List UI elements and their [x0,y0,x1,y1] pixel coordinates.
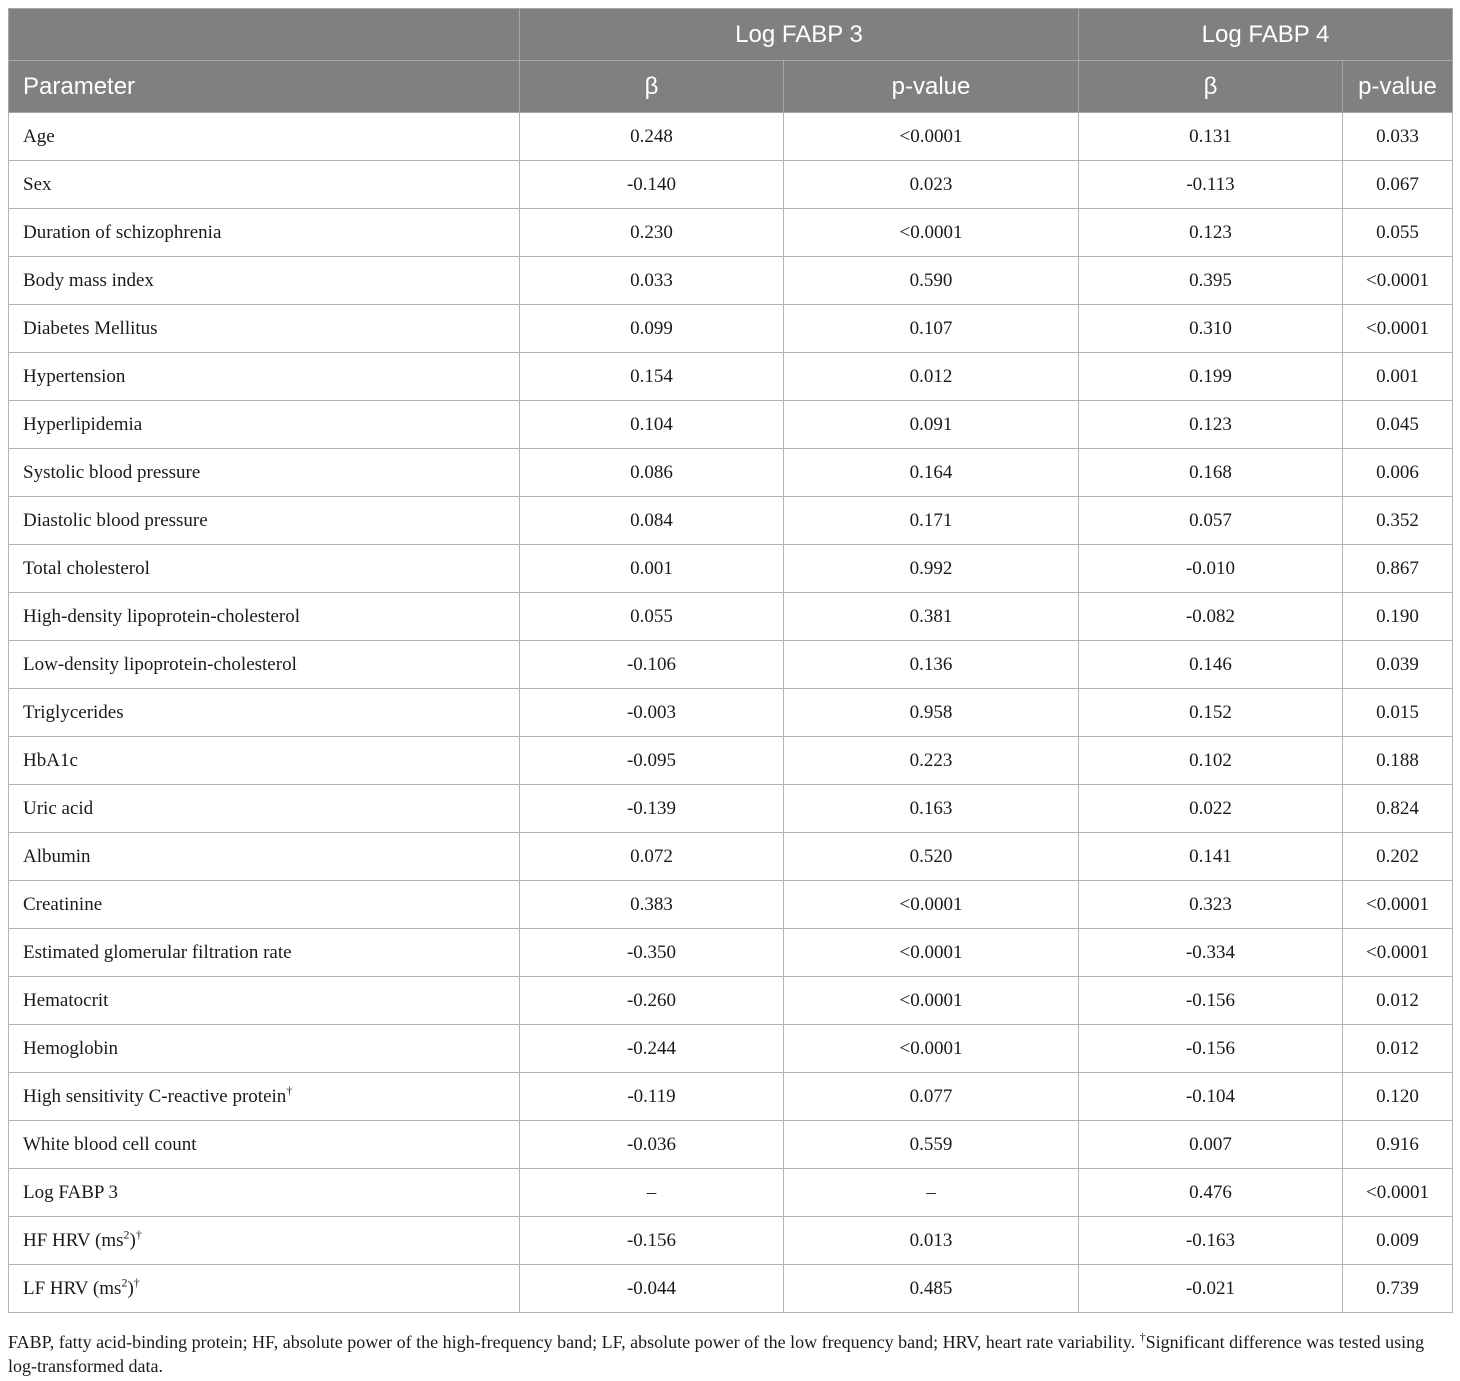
table-row [9,785,1453,833]
fabp4-beta-cell: 0.152 [1079,689,1343,737]
fabp3-pvalue-cell: 0.013 [784,1217,1079,1265]
fabp4-beta-cell: -0.010 [1079,545,1343,593]
group-header-empty [9,9,520,61]
fabp3-pvalue-cell: <0.0001 [784,209,1079,257]
fabp4-pvalue-cell: 0.067 [1343,161,1453,209]
table-row [9,1121,1453,1169]
fabp3-beta-cell: -0.140 [520,161,784,209]
parameter-label: Creatinine [23,893,103,915]
unit-exponent: 2 [123,1227,130,1242]
column-header-parameter: Parameter [9,61,520,113]
parameter-label: Body mass index [23,269,154,291]
parameter-label-end: ) [127,1277,134,1299]
fabp3-beta-cell: -0.260 [520,977,784,1025]
table-row [9,353,1453,401]
fabp4-beta-cell: 0.007 [1079,1121,1343,1169]
parameter-cell [9,209,520,257]
parameter-label: Triglycerides [23,701,124,723]
fabp4-pvalue-cell: 0.039 [1343,641,1453,689]
dagger-mark: † [133,1275,140,1290]
parameter-label: Systolic blood pressure [23,461,201,483]
fabp3-pvalue-cell: <0.0001 [784,881,1079,929]
fabp3-pvalue-cell: 0.520 [784,833,1079,881]
fabp3-pvalue-cell: 0.485 [784,1265,1079,1313]
fabp3-beta-cell: – [520,1169,784,1217]
table-row [9,737,1453,785]
parameter-cell [9,545,520,593]
parameter-cell [9,929,520,977]
footnote-text-2: Significant difference was tested using log-transformed data. [8,1332,1425,1376]
fabp4-beta-cell: 0.123 [1079,209,1343,257]
dagger-mark: † [286,1083,293,1098]
parameter-label: Uric acid [23,797,94,819]
table-container [8,8,1452,1313]
table-row [9,1217,1453,1265]
column-header-fabp3-beta: β [520,61,784,113]
fabp3-beta-cell: 0.084 [520,497,784,545]
parameter-label: LF HRV (ms [23,1277,122,1299]
fabp3-beta-cell: -0.044 [520,1265,784,1313]
table-row [9,929,1453,977]
parameter-label: High-density lipoprotein-cholesterol [23,605,301,627]
fabp4-beta-cell: -0.156 [1079,977,1343,1025]
parameter-label: Diastolic blood pressure [23,509,208,531]
parameter-label-end: ) [129,1229,136,1251]
fabp3-beta-cell: 0.072 [520,833,784,881]
table-row [9,401,1453,449]
fabp3-beta-cell: -0.003 [520,689,784,737]
fabp4-beta-cell: 0.476 [1079,1169,1343,1217]
table-footnote [8,1330,1456,1378]
fabp3-beta-cell: -0.106 [520,641,784,689]
table-body [9,113,1453,1313]
fabp3-pvalue-cell: 0.164 [784,449,1079,497]
fabp3-beta-cell: 0.033 [520,257,784,305]
parameter-cell [9,1169,520,1217]
fabp3-beta-cell: 0.099 [520,305,784,353]
fabp4-pvalue-cell: 0.352 [1343,497,1453,545]
table-row [9,593,1453,641]
fabp3-pvalue-cell: 0.381 [784,593,1079,641]
fabp3-pvalue-cell: 0.590 [784,257,1079,305]
fabp4-pvalue-cell: 0.006 [1343,449,1453,497]
dagger-mark: † [135,1227,142,1242]
parameter-cell [9,1217,520,1265]
table-row [9,497,1453,545]
parameter-label: HbA1c [23,749,78,771]
fabp4-pvalue-cell: <0.0001 [1343,257,1453,305]
fabp3-pvalue-cell: 0.023 [784,161,1079,209]
fabp4-pvalue-cell: 0.033 [1343,113,1453,161]
column-header-fabp3-pvalue: p-value [784,61,1079,113]
fabp3-beta-cell: -0.036 [520,1121,784,1169]
fabp3-pvalue-cell: 0.077 [784,1073,1079,1121]
fabp4-beta-cell: 0.141 [1079,833,1343,881]
group-header-log-fabp3: Log FABP 3 [520,9,1079,61]
fabp3-beta-cell: -0.119 [520,1073,784,1121]
column-header-fabp4-pvalue: p-value [1343,61,1453,113]
parameter-cell [9,401,520,449]
parameter-cell [9,257,520,305]
fabp3-pvalue-cell: <0.0001 [784,929,1079,977]
parameter-cell [9,1121,520,1169]
fabp4-beta-cell: -0.334 [1079,929,1343,977]
fabp4-pvalue-cell: 0.867 [1343,545,1453,593]
fabp4-beta-cell: 0.146 [1079,641,1343,689]
column-header-row [9,61,1453,113]
fabp4-beta-cell: 0.022 [1079,785,1343,833]
fabp4-pvalue-cell: 0.012 [1343,977,1453,1025]
fabp4-beta-cell: -0.163 [1079,1217,1343,1265]
fabp4-pvalue-cell: 0.202 [1343,833,1453,881]
fabp4-pvalue-cell: 0.001 [1343,353,1453,401]
group-header-row [9,9,1453,61]
parameter-cell [9,161,520,209]
parameter-cell [9,1073,520,1121]
table-row [9,881,1453,929]
fabp3-pvalue-cell: 0.223 [784,737,1079,785]
table-row [9,161,1453,209]
table-row [9,833,1453,881]
parameter-label: HF HRV (ms [23,1229,124,1251]
results-table [8,8,1453,1313]
fabp3-beta-cell: -0.139 [520,785,784,833]
unit-exponent: 2 [121,1275,128,1290]
parameter-label: Age [23,125,55,147]
parameter-cell [9,737,520,785]
fabp3-beta-cell: 0.086 [520,449,784,497]
fabp4-beta-cell: -0.113 [1079,161,1343,209]
parameter-label: White blood cell count [23,1133,197,1155]
fabp4-pvalue-cell: 0.015 [1343,689,1453,737]
fabp4-pvalue-cell: 0.188 [1343,737,1453,785]
fabp3-beta-cell: 0.248 [520,113,784,161]
fabp4-beta-cell: 0.057 [1079,497,1343,545]
fabp4-beta-cell: 0.199 [1079,353,1343,401]
fabp4-pvalue-cell: 0.120 [1343,1073,1453,1121]
fabp4-pvalue-cell: <0.0001 [1343,1169,1453,1217]
fabp4-pvalue-cell: 0.916 [1343,1121,1453,1169]
parameter-label: Total cholesterol [23,557,150,579]
fabp3-beta-cell: 0.383 [520,881,784,929]
fabp3-beta-cell: 0.230 [520,209,784,257]
parameter-label: Estimated glomerular filtration rate [23,941,292,963]
parameter-cell [9,977,520,1025]
fabp4-beta-cell: 0.310 [1079,305,1343,353]
fabp4-beta-cell: 0.323 [1079,881,1343,929]
fabp4-pvalue-cell: 0.009 [1343,1217,1453,1265]
parameter-cell [9,497,520,545]
group-header-log-fabp4: Log FABP 4 [1079,9,1453,61]
fabp4-pvalue-cell: 0.190 [1343,593,1453,641]
parameter-cell [9,353,520,401]
fabp3-pvalue-cell: 0.012 [784,353,1079,401]
fabp3-beta-cell: 0.055 [520,593,784,641]
fabp3-pvalue-cell: 0.163 [784,785,1079,833]
fabp3-beta-cell: 0.154 [520,353,784,401]
parameter-label: Low-density lipoprotein-cholesterol [23,653,297,675]
fabp3-pvalue-cell: 0.559 [784,1121,1079,1169]
parameter-cell [9,449,520,497]
fabp4-beta-cell: 0.168 [1079,449,1343,497]
parameter-cell [9,641,520,689]
parameter-label: Sex [23,173,52,195]
fabp4-beta-cell: 0.131 [1079,113,1343,161]
fabp3-pvalue-cell: – [784,1169,1079,1217]
parameter-label: High sensitivity C-reactive protein [23,1085,287,1107]
fabp4-beta-cell: -0.082 [1079,593,1343,641]
fabp3-beta-cell: -0.156 [520,1217,784,1265]
parameter-cell [9,1025,520,1073]
fabp3-pvalue-cell: <0.0001 [784,113,1079,161]
table-row [9,977,1453,1025]
fabp4-pvalue-cell: 0.055 [1343,209,1453,257]
parameter-label: Log FABP 3 [23,1181,119,1203]
parameter-label: Hematocrit [23,989,109,1011]
parameter-label: Diabetes Mellitus [23,317,158,339]
fabp4-pvalue-cell: <0.0001 [1343,305,1453,353]
table-row [9,641,1453,689]
footnote-text: FABP, fatty acid-binding protein; HF, absolute power of the high-frequency band; LF, absolute power of the low frequency band; HRV, heart rate variability. [8,1332,1140,1352]
fabp3-pvalue-cell: 0.136 [784,641,1079,689]
parameter-cell [9,785,520,833]
parameter-cell [9,881,520,929]
fabp3-pvalue-cell: <0.0001 [784,977,1079,1025]
table-row [9,305,1453,353]
fabp4-beta-cell: 0.395 [1079,257,1343,305]
fabp3-pvalue-cell: <0.0001 [784,1025,1079,1073]
fabp3-beta-cell: -0.095 [520,737,784,785]
fabp4-pvalue-cell: 0.739 [1343,1265,1453,1313]
table-row [9,257,1453,305]
fabp4-pvalue-cell: <0.0001 [1343,929,1453,977]
fabp3-beta-cell: 0.104 [520,401,784,449]
parameter-cell [9,1265,520,1313]
table-row [9,113,1453,161]
parameter-cell [9,689,520,737]
parameter-cell [9,305,520,353]
fabp4-pvalue-cell: 0.012 [1343,1025,1453,1073]
footnote-dagger: † [1139,1330,1146,1344]
table-row [9,1265,1453,1313]
fabp3-pvalue-cell: 0.171 [784,497,1079,545]
fabp4-beta-cell: 0.123 [1079,401,1343,449]
parameter-label: Duration of schizophrenia [23,221,222,243]
parameter-cell [9,113,520,161]
fabp4-beta-cell: -0.156 [1079,1025,1343,1073]
parameter-label: Hyperlipidemia [23,413,143,435]
table-row [9,545,1453,593]
fabp3-pvalue-cell: 0.091 [784,401,1079,449]
table-row [9,449,1453,497]
fabp4-pvalue-cell: 0.824 [1343,785,1453,833]
fabp4-beta-cell: 0.102 [1079,737,1343,785]
table-row [9,1169,1453,1217]
table-row [9,689,1453,737]
column-header-fabp4-beta: β [1079,61,1343,113]
fabp3-beta-cell: -0.350 [520,929,784,977]
parameter-cell [9,593,520,641]
parameter-label: Albumin [23,845,91,867]
fabp4-pvalue-cell: <0.0001 [1343,881,1453,929]
fabp4-pvalue-cell: 0.045 [1343,401,1453,449]
table-header [9,9,1453,113]
parameter-cell [9,833,520,881]
fabp4-beta-cell: -0.021 [1079,1265,1343,1313]
table-row [9,1025,1453,1073]
fabp4-beta-cell: -0.104 [1079,1073,1343,1121]
fabp3-pvalue-cell: 0.958 [784,689,1079,737]
fabp3-pvalue-cell: 0.107 [784,305,1079,353]
parameter-label: Hypertension [23,365,126,387]
table-row [9,209,1453,257]
fabp3-pvalue-cell: 0.992 [784,545,1079,593]
table-row [9,1073,1453,1121]
parameter-label: Hemoglobin [23,1037,118,1059]
fabp3-beta-cell: -0.244 [520,1025,784,1073]
fabp3-beta-cell: 0.001 [520,545,784,593]
